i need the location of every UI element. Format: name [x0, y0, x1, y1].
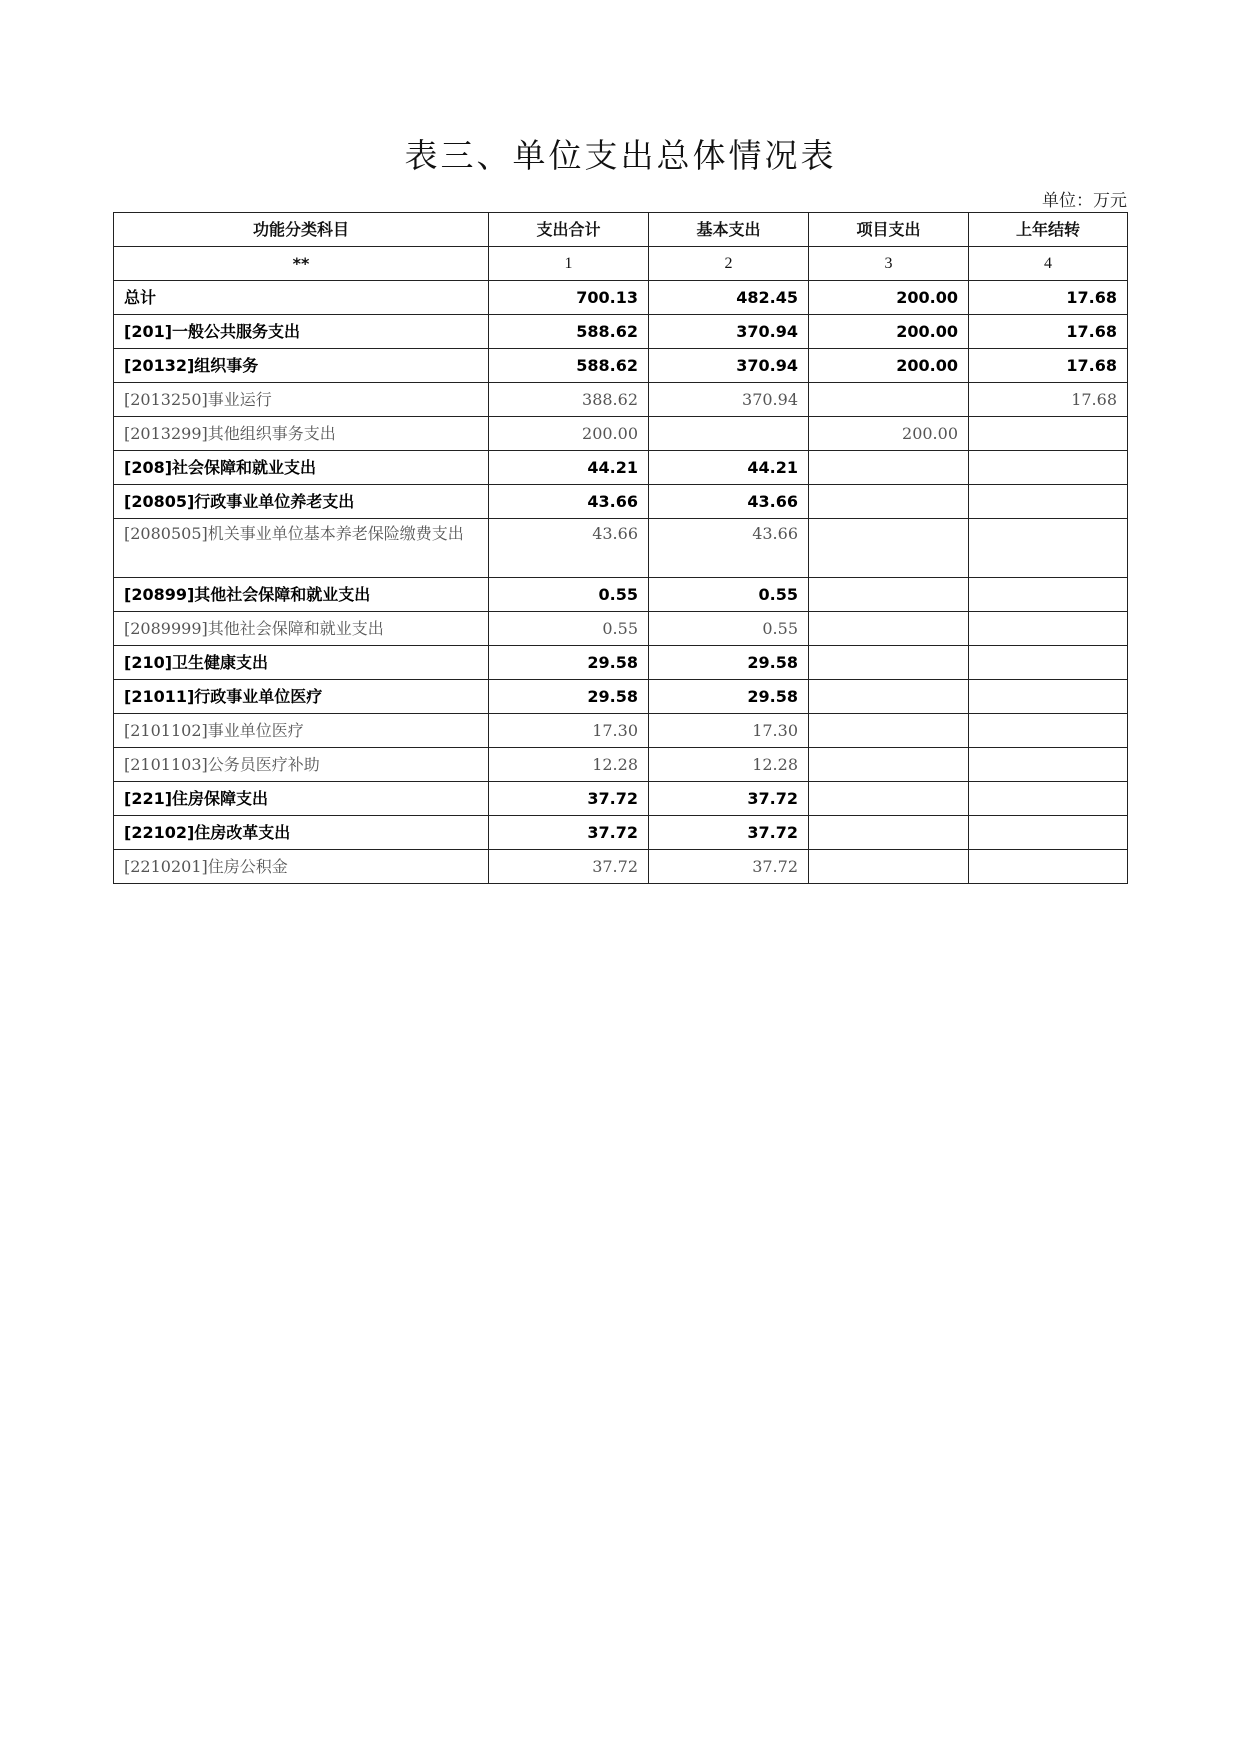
category-cell: [2210201]住房公积金	[114, 850, 489, 884]
basic-cell: 17.30	[649, 714, 809, 748]
category-cell: [20132]组织事务	[114, 349, 489, 383]
total-cell: 37.72	[489, 816, 649, 850]
expenditure-table	[113, 212, 1128, 884]
total-cell: 44.21	[489, 451, 649, 485]
table-row	[114, 383, 1128, 417]
category-cell: [22102]住房改革支出	[114, 816, 489, 850]
column-header-project: 项目支出	[809, 213, 969, 247]
header-row	[114, 213, 1128, 247]
table-row	[114, 485, 1128, 519]
table-row	[114, 748, 1128, 782]
basic-cell: 37.72	[649, 816, 809, 850]
table-row	[114, 417, 1128, 451]
basic-cell: 43.66	[649, 485, 809, 519]
index-row	[114, 247, 1128, 281]
total-cell: 0.55	[489, 578, 649, 612]
basic-cell: 370.94	[649, 383, 809, 417]
basic-cell: 370.94	[649, 315, 809, 349]
project-cell	[809, 612, 969, 646]
carryover-cell	[969, 850, 1128, 884]
carryover-cell	[969, 714, 1128, 748]
table-row	[114, 281, 1128, 315]
category-cell: [201]一般公共服务支出	[114, 315, 489, 349]
category-cell: [21011]行政事业单位医疗	[114, 680, 489, 714]
total-cell: 200.00	[489, 417, 649, 451]
basic-cell: 0.55	[649, 578, 809, 612]
table-row	[114, 519, 1128, 578]
table-body	[114, 247, 1128, 884]
column-header-category: 功能分类科目	[114, 213, 489, 247]
category-cell: [221]住房保障支出	[114, 782, 489, 816]
index-cell: 4	[969, 247, 1128, 281]
project-cell: 200.00	[809, 281, 969, 315]
project-cell	[809, 714, 969, 748]
carryover-cell	[969, 485, 1128, 519]
table-row	[114, 646, 1128, 680]
category-cell: [20899]其他社会保障和就业支出	[114, 578, 489, 612]
carryover-cell	[969, 417, 1128, 451]
carryover-cell	[969, 680, 1128, 714]
project-cell	[809, 383, 969, 417]
total-cell: 29.58	[489, 680, 649, 714]
basic-cell	[649, 417, 809, 451]
basic-cell: 482.45	[649, 281, 809, 315]
total-cell: 29.58	[489, 646, 649, 680]
table-row	[114, 578, 1128, 612]
total-cell: 0.55	[489, 612, 649, 646]
table-row	[114, 680, 1128, 714]
total-cell: 12.28	[489, 748, 649, 782]
project-cell	[809, 451, 969, 485]
category-cell: [208]社会保障和就业支出	[114, 451, 489, 485]
category-cell: [2101103]公务员医疗补助	[114, 748, 489, 782]
total-cell: 43.66	[489, 485, 649, 519]
table-row	[114, 451, 1128, 485]
page-title: 表三、单位支出总体情况表	[404, 136, 837, 175]
carryover-cell	[969, 519, 1128, 578]
carryover-cell	[969, 816, 1128, 850]
project-cell	[809, 485, 969, 519]
table-row	[114, 612, 1128, 646]
project-cell	[809, 519, 969, 578]
index-cell: 1	[489, 247, 649, 281]
project-cell	[809, 680, 969, 714]
project-cell	[809, 646, 969, 680]
basic-cell: 44.21	[649, 451, 809, 485]
column-header-carryover: 上年结转	[969, 213, 1128, 247]
carryover-cell: 17.68	[969, 383, 1128, 417]
carryover-cell: 17.68	[969, 349, 1128, 383]
project-cell	[809, 816, 969, 850]
carryover-cell: 17.68	[969, 281, 1128, 315]
total-cell: 43.66	[489, 519, 649, 578]
carryover-cell	[969, 782, 1128, 816]
carryover-cell	[969, 646, 1128, 680]
basic-cell: 370.94	[649, 349, 809, 383]
total-cell: 37.72	[489, 850, 649, 884]
basic-cell: 12.28	[649, 748, 809, 782]
project-cell	[809, 578, 969, 612]
category-cell: [2089999]其他社会保障和就业支出	[114, 612, 489, 646]
total-cell: 17.30	[489, 714, 649, 748]
category-cell: [2101102]事业单位医疗	[114, 714, 489, 748]
carryover-cell	[969, 451, 1128, 485]
total-cell: 37.72	[489, 782, 649, 816]
column-header-basic: 基本支出	[649, 213, 809, 247]
category-cell: 总计	[114, 281, 489, 315]
total-cell: 700.13	[489, 281, 649, 315]
carryover-cell	[969, 612, 1128, 646]
index-cell: 3	[809, 247, 969, 281]
project-cell	[809, 850, 969, 884]
table-row	[114, 714, 1128, 748]
table-row	[114, 315, 1128, 349]
basic-cell: 29.58	[649, 646, 809, 680]
project-cell: 200.00	[809, 417, 969, 451]
project-cell: 200.00	[809, 349, 969, 383]
table-row	[114, 850, 1128, 884]
category-cell: [2013299]其他组织事务支出	[114, 417, 489, 451]
project-cell	[809, 748, 969, 782]
table-row	[114, 816, 1128, 850]
carryover-cell	[969, 578, 1128, 612]
basic-cell: 43.66	[649, 519, 809, 578]
table-row	[114, 782, 1128, 816]
column-header-total: 支出合计	[489, 213, 649, 247]
carryover-cell: 17.68	[969, 315, 1128, 349]
basic-cell: 0.55	[649, 612, 809, 646]
carryover-cell	[969, 748, 1128, 782]
total-cell: 588.62	[489, 349, 649, 383]
total-cell: 588.62	[489, 315, 649, 349]
basic-cell: 37.72	[649, 782, 809, 816]
table-row	[114, 349, 1128, 383]
index-cell: **	[114, 247, 489, 281]
category-cell: [2080505]机关事业单位基本养老保险缴费支出	[114, 519, 489, 578]
basic-cell: 37.72	[649, 850, 809, 884]
total-cell: 388.62	[489, 383, 649, 417]
index-cell: 2	[649, 247, 809, 281]
category-cell: [210]卫生健康支出	[114, 646, 489, 680]
project-cell: 200.00	[809, 315, 969, 349]
project-cell	[809, 782, 969, 816]
category-cell: [20805]行政事业单位养老支出	[114, 485, 489, 519]
table-header	[114, 213, 1128, 247]
unit-label: 单位：万元	[1042, 191, 1127, 211]
category-cell: [2013250]事业运行	[114, 383, 489, 417]
basic-cell: 29.58	[649, 680, 809, 714]
